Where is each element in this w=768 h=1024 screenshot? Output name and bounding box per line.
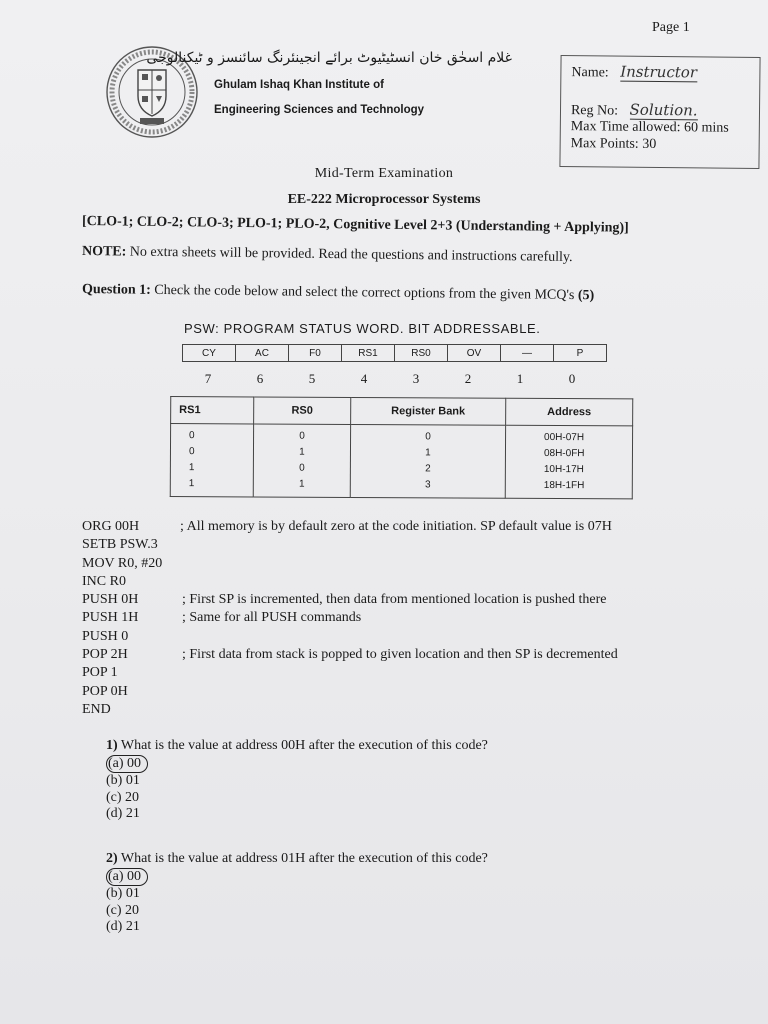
option-a[interactable] [106, 868, 488, 887]
psw-bit-ac: AC [236, 345, 289, 362]
institute-name-line2: Engineering Sciences and Technology [214, 104, 425, 116]
table-cell: 18H-1FH [543, 479, 585, 492]
mcq-question-1 [106, 738, 488, 823]
table-cell: 1 [425, 447, 431, 459]
code-instruction: INC R0 [82, 573, 126, 589]
question-number: 1) [106, 738, 118, 753]
code-line [82, 683, 178, 701]
question-text [106, 851, 488, 868]
option-c[interactable]: (c) 20 [106, 789, 140, 805]
option-c[interactable]: (c) 20 [106, 902, 140, 918]
code-instruction: POP 1 [82, 665, 118, 681]
table-cell: 1 [188, 478, 195, 490]
code-instruction: PUSH 0H [82, 592, 139, 608]
bit-number: 7 [204, 371, 212, 386]
selected-answer-circle: (a) 00 [106, 755, 148, 774]
rs0-column [253, 424, 350, 498]
question-number: 2) [106, 851, 118, 866]
col-header-rs0: RS0 [254, 397, 351, 425]
psw-title: PSW: PROGRAM STATUS WORD. BIT ADDRESSABLE. [184, 321, 541, 336]
code-line [82, 573, 178, 591]
psw-bit-p: P [554, 345, 607, 362]
table-cell: 2 [425, 463, 431, 475]
col-header-address: Address [506, 398, 633, 426]
code-instruction: END [82, 701, 111, 717]
bit-number: 4 [360, 371, 368, 386]
col-header-register-bank: Register Bank [351, 397, 506, 425]
psw-bit-unused: — [501, 345, 554, 362]
register-bank-table [170, 396, 634, 499]
clo-line: [CLO-1; CLO-2; CLO-3; PLO-1; PLO-2, Cognitive Level 2+3 (Understanding + Applying)] [81, 214, 629, 236]
note [82, 244, 573, 266]
code-comment: ; First data from stack is popped to given location and then SP is decremented [182, 647, 618, 663]
bit-number: 0 [568, 371, 576, 386]
name-value: Instructor [620, 62, 698, 82]
register-bank-column [350, 424, 505, 498]
question-prompt: What is the value at address 00H after the execution of this code? [120, 738, 488, 753]
institute-name-urdu: غلام اسحٰق خان انسٹیٹیوٹ برائے انجینئرنگ سائنسز و ٹیکنالوجی [146, 50, 512, 66]
code-line [82, 591, 607, 609]
option-d[interactable]: (d) 21 [106, 919, 140, 934]
rs1-column [170, 424, 253, 497]
psw-bit-table [182, 344, 607, 362]
table-cell: 0 [299, 462, 305, 474]
table-cell: 0 [189, 430, 195, 442]
course-title: EE-222 Microprocessor Systems [287, 192, 481, 207]
table-cell: 00H-07H [544, 431, 585, 444]
code-line [82, 536, 178, 554]
table-cell: 0 [425, 431, 431, 443]
code-instruction: SETB PSW.3 [82, 537, 158, 553]
code-line [82, 609, 362, 627]
code-instruction: POP 2H [82, 647, 128, 663]
table-cell: 1 [188, 462, 195, 474]
table-cell: 1 [298, 478, 305, 490]
code-instruction: PUSH 1H [82, 610, 139, 626]
student-info-box [559, 55, 760, 169]
address-column [505, 425, 632, 499]
table-cell: 0 [299, 430, 305, 442]
page-number: Page 1 [652, 20, 690, 35]
mcq-question-2 [106, 851, 488, 936]
code-comment: ; All memory is by default zero at the code initiation. SP default value is 07H [180, 519, 612, 534]
note-label: NOTE: [81, 244, 127, 260]
regno-label: Reg No: [570, 103, 619, 119]
bit-number: 3 [412, 371, 420, 386]
col-header-rs1: RS1 [171, 397, 254, 424]
table-cell: 08H-0FH [543, 447, 585, 460]
psw-bit-rs1: RS1 [342, 345, 395, 362]
bit-number: 1 [516, 371, 524, 386]
regno-row [571, 100, 698, 120]
option-b[interactable]: (b) 01 [106, 886, 140, 901]
code-comment: ; First SP is incremented, then data from mentioned location is pushed there [182, 592, 607, 608]
table-cell: 0 [188, 446, 195, 458]
bit-number: 5 [308, 371, 316, 386]
psw-bit-ov: OV [448, 345, 501, 362]
table-cell: 10H-17H [543, 463, 584, 476]
question-1-text: Check the code below and select the correct options from the given MCQ's [150, 282, 578, 304]
question-prompt: What is the value at address 01H after the execution of this code? [120, 851, 488, 866]
psw-bit-numbers [182, 371, 598, 387]
max-time: Max Time allowed: 60 mins [570, 119, 729, 136]
code-line [82, 646, 618, 664]
code-line [82, 664, 178, 682]
max-points: Max Points: 30 [570, 136, 657, 152]
code-instruction: PUSH 0 [82, 628, 129, 644]
institute-name-line1: Ghulam Ishaq Khan Institute of [214, 79, 384, 91]
question-1-points: (5) [577, 288, 595, 304]
regno-value: Solution. [629, 100, 698, 120]
code-line [82, 555, 178, 573]
code-instruction: ORG 00H [82, 519, 140, 534]
code-instruction: MOV R0, #20 [82, 555, 163, 571]
psw-bit-cy: CY [183, 345, 236, 362]
psw-bit-rs0: RS0 [395, 345, 448, 362]
selected-answer-circle: (a) 00 [106, 868, 148, 887]
name-row [571, 62, 697, 82]
code-line [82, 628, 178, 646]
code-line [82, 518, 612, 536]
assembly-code-listing [82, 518, 618, 719]
question-text [106, 738, 488, 755]
option-a[interactable] [106, 755, 488, 774]
question-1-label: Question 1: [81, 282, 151, 298]
option-b[interactable]: (b) 01 [106, 773, 140, 788]
bit-number: 2 [464, 371, 472, 386]
question-1-header [82, 282, 594, 304]
code-instruction: POP 0H [82, 683, 128, 699]
bit-number: 6 [256, 371, 264, 386]
table-cell: 1 [299, 446, 305, 458]
code-comment: ; Same for all PUSH commands [182, 610, 362, 626]
note-text: No extra sheets will be provided. Read the questions and instructions carefully. [126, 244, 573, 265]
name-label: Name: [571, 65, 609, 81]
exam-title: Mid-Term Examination [314, 166, 454, 181]
table-cell: 3 [424, 479, 431, 491]
code-line [82, 701, 178, 719]
option-d[interactable]: (d) 21 [106, 806, 140, 821]
psw-bit-f0: F0 [289, 345, 342, 362]
